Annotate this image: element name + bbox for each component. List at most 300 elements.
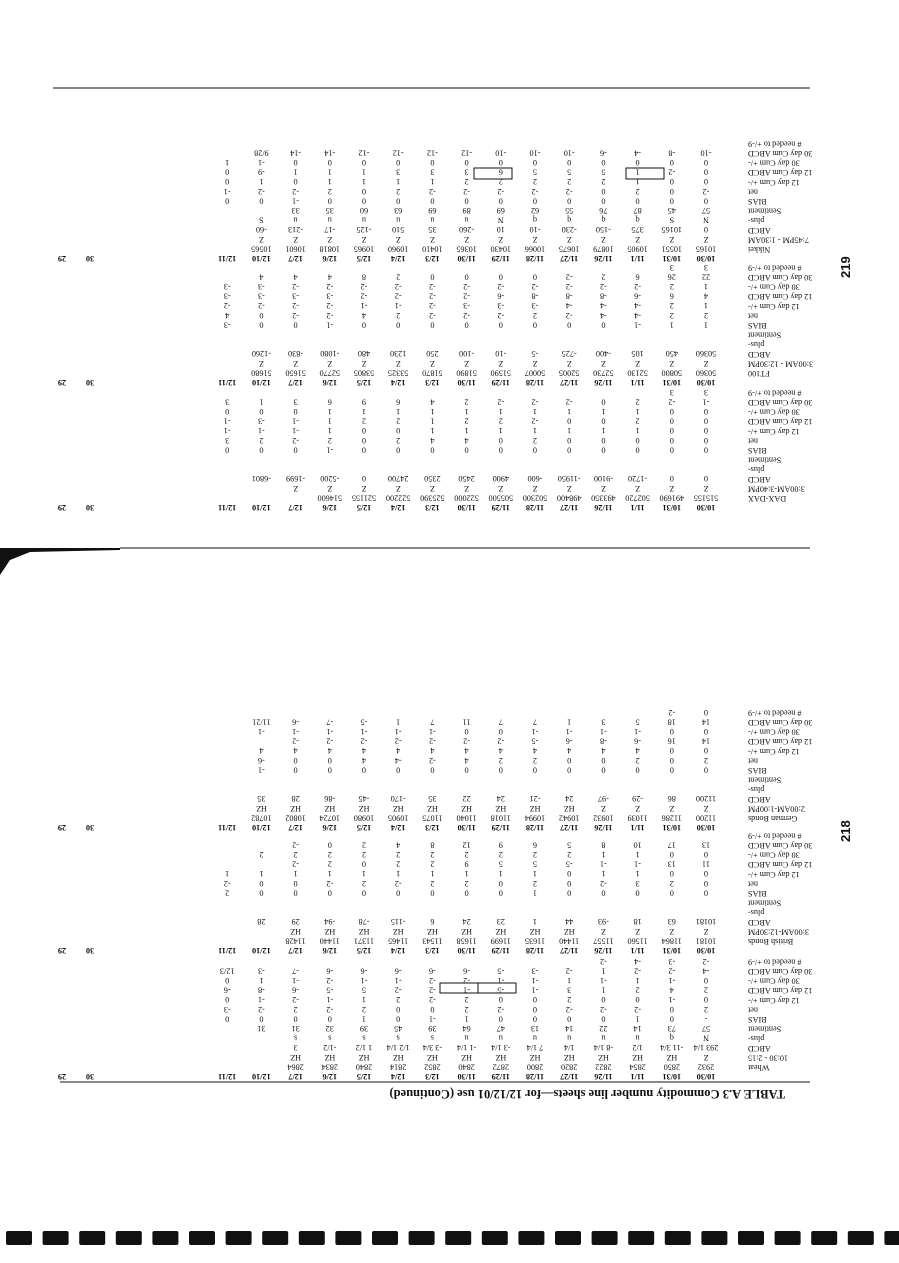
cell-cum30pm: 2 bbox=[327, 850, 332, 859]
cell-net: 1230 bbox=[390, 349, 407, 359]
date-cell: 11/27 bbox=[560, 946, 579, 955]
cell-cum12pm: -3 bbox=[497, 301, 505, 311]
row-label: German Bonds bbox=[748, 814, 798, 823]
cell-net: -17 bbox=[324, 225, 336, 235]
footer-bar bbox=[701, 1231, 727, 1245]
cell-needed: -2 bbox=[702, 956, 710, 966]
cell-bias: u bbox=[361, 215, 367, 225]
footer-bar bbox=[335, 1231, 361, 1245]
row-label: 3:00AM - 12:30PM bbox=[748, 359, 814, 369]
footer-bar bbox=[775, 1231, 801, 1245]
cell-code: Z bbox=[464, 483, 470, 493]
cell-net: -8 1/4 bbox=[593, 1043, 614, 1053]
cell-cum12abcd: -2 bbox=[394, 736, 402, 746]
cell-sentiment: 31 bbox=[291, 1024, 300, 1033]
date-cell: 12/3 bbox=[425, 503, 440, 512]
cell-cum12pm: 2 bbox=[601, 177, 606, 187]
cell-cum30pm: 0 bbox=[464, 158, 469, 167]
cell-needed: 0 bbox=[703, 707, 709, 717]
cell-cum30pm: 2 bbox=[669, 282, 674, 291]
page-curl-shadow bbox=[0, 548, 120, 575]
cell-abcd: 0 bbox=[669, 435, 674, 445]
cell-net: 0 bbox=[703, 225, 709, 235]
footer-bar bbox=[738, 1231, 764, 1245]
row-label: 30 day Cum +/- bbox=[748, 727, 800, 737]
cell-sentiment: 76 bbox=[599, 206, 608, 215]
cell-abcd: 4 bbox=[225, 310, 230, 320]
cell-cum12abcd: -1 bbox=[292, 416, 300, 426]
cell-cum30abcd: -10 bbox=[529, 148, 541, 158]
cell-cum12pm: 4 bbox=[293, 746, 298, 756]
cell-cum30pm: 1 bbox=[601, 407, 606, 416]
cell-abcd: 2 bbox=[635, 186, 640, 196]
cell-code: Z bbox=[703, 926, 709, 936]
row-label: net bbox=[748, 879, 759, 889]
date-cell: 30 bbox=[85, 254, 95, 263]
cell-price: 2834 bbox=[321, 1062, 338, 1072]
cell-cum12pm: 0 bbox=[703, 995, 709, 1005]
cell-price: 51590 bbox=[490, 368, 512, 378]
cell-cum30abcd: 8 bbox=[430, 840, 435, 850]
cell-cum12abcd: 2 bbox=[361, 416, 367, 426]
cell-code: Z bbox=[669, 483, 675, 493]
cell-cum12abcd: 5 bbox=[601, 167, 606, 177]
cell-abcd: 0 bbox=[601, 755, 606, 765]
row-label: net bbox=[748, 311, 759, 321]
cell-cum12pm: 2 bbox=[567, 995, 572, 1005]
cell-cum12pm: 1 bbox=[532, 869, 538, 879]
cell-cum12abcd: 6 bbox=[498, 167, 503, 177]
date-cell: 12/11 bbox=[218, 503, 237, 512]
row-label: # needed to +/-9 bbox=[748, 263, 802, 273]
cell-net: -11 3/4 bbox=[660, 1043, 684, 1053]
cell-sentiment: 57 bbox=[701, 206, 711, 215]
cell-plus: 0 bbox=[225, 196, 230, 206]
cell-abcd: 4 bbox=[464, 755, 469, 765]
cell-cum30abcd: 4 bbox=[293, 272, 298, 282]
cell-bias: S bbox=[669, 215, 675, 225]
cell-code: HZ bbox=[392, 803, 404, 813]
cell-net: 35 bbox=[257, 794, 266, 804]
cell-net: 1 bbox=[532, 917, 538, 927]
row-label: Sentiment bbox=[748, 898, 782, 908]
date-cell: 11/27 bbox=[560, 503, 579, 512]
cell-plus: 0 bbox=[532, 196, 538, 206]
cell-net: -725 bbox=[561, 349, 577, 359]
cell-bias: s bbox=[396, 1033, 400, 1043]
cell-code: Z bbox=[395, 483, 401, 493]
cell-price: 2840 bbox=[355, 1062, 373, 1072]
cell-plus: -1 bbox=[428, 1014, 436, 1024]
date-cell: 11/29 bbox=[491, 378, 510, 387]
row-label: BIAS bbox=[748, 1015, 767, 1024]
cell-net: -45 bbox=[358, 794, 370, 804]
cell-net: 86 bbox=[667, 794, 676, 804]
cell-price: 491690 bbox=[659, 493, 685, 503]
date-cell: 12/4 bbox=[390, 823, 406, 832]
row-label: Wheat bbox=[748, 1063, 770, 1072]
cell-cum12abcd: 2 bbox=[327, 859, 332, 869]
cell-cum30pm: 1 bbox=[532, 407, 538, 416]
cell-sentiment: 31 bbox=[257, 1024, 266, 1033]
cell-plus: 0 bbox=[259, 320, 264, 330]
cell-cum12pm: 1 bbox=[601, 869, 606, 879]
cell-cum30pm: 0 bbox=[225, 976, 230, 985]
cell-price: 502720 bbox=[625, 493, 650, 503]
cell-cum12pm: 1 bbox=[259, 177, 264, 187]
cell-abcd: -2 bbox=[257, 186, 265, 196]
row-label: 12 day Cum ABCD bbox=[748, 292, 813, 302]
cell-cum30abcd: 6 bbox=[396, 397, 401, 407]
cell-cum12pm: 1 bbox=[430, 426, 435, 436]
cell-abcd: 0 bbox=[669, 755, 674, 765]
cell-cum12pm: -1 bbox=[257, 995, 265, 1005]
cell-cum12pm: 1 bbox=[396, 869, 401, 879]
footer-registration-bars bbox=[6, 1231, 899, 1245]
cell-abcd: -2 bbox=[292, 186, 300, 196]
cell-bias: u bbox=[532, 1033, 538, 1043]
footer-bar bbox=[665, 1231, 691, 1245]
cell-cum12pm: 1 bbox=[635, 426, 640, 436]
cell-cum30pm: -1 bbox=[257, 158, 265, 167]
cell-bias: u bbox=[601, 1033, 606, 1043]
cell-cum12pm: 0 bbox=[703, 746, 709, 756]
cell-cum12abcd: -2 bbox=[292, 859, 300, 869]
row-label: plus- bbox=[748, 216, 765, 226]
cell-price: 10802 bbox=[285, 813, 306, 823]
cell-abcd: 2 bbox=[396, 186, 401, 196]
cell-cum30abcd: 0 bbox=[464, 272, 469, 282]
cell-abcd: 2 bbox=[703, 310, 709, 320]
cell-needed: 3 bbox=[703, 387, 709, 397]
commodity-table bbox=[58, 139, 813, 1081]
cell-plus: 0 bbox=[259, 1014, 264, 1024]
cell-cum12pm: 2 bbox=[669, 301, 674, 311]
cell-cum12pm: 2 bbox=[567, 177, 572, 187]
cell-cum12pm: -2 bbox=[428, 301, 436, 311]
date-cell: 12/3 bbox=[425, 1072, 440, 1081]
cell-price: 10942 bbox=[558, 813, 580, 823]
cell-sentiment: 39 bbox=[359, 1024, 369, 1033]
cell-plus: 0 bbox=[225, 1014, 230, 1024]
cell-price: 11200 bbox=[695, 813, 717, 823]
footer-bar bbox=[116, 1231, 142, 1245]
cell-cum12pm: 4 bbox=[430, 746, 435, 756]
cell-sentiment: 35 bbox=[325, 206, 334, 215]
date-cell: 12/11 bbox=[218, 823, 237, 832]
cell-plus: 0 bbox=[669, 196, 674, 206]
cell-cum30abcd: -4 bbox=[702, 966, 710, 976]
cell-cum30pm: 1 bbox=[703, 282, 709, 291]
cell-plus: 0 bbox=[703, 445, 709, 455]
cell-plus: 1 bbox=[635, 1014, 640, 1024]
cell-code: Z bbox=[600, 483, 606, 493]
footer-bar bbox=[445, 1231, 471, 1245]
row-label: 30 day Cum +/- bbox=[748, 158, 800, 168]
date-cell: 12/7 bbox=[288, 1072, 303, 1081]
cell-price: 11699 bbox=[490, 936, 511, 946]
cell-needed: 3 bbox=[669, 262, 674, 272]
cell-cum30pm: 0 bbox=[669, 407, 674, 416]
row-label: BIAS bbox=[748, 197, 767, 206]
row-label: net bbox=[748, 1005, 759, 1015]
cell-net: 10 bbox=[496, 225, 505, 235]
cell-price: 50800 bbox=[661, 368, 683, 378]
cell-code: HZ bbox=[597, 1052, 609, 1062]
cell-code: Z bbox=[669, 803, 675, 813]
cell-cum30pm: 0 bbox=[327, 158, 332, 167]
date-cell: 30 bbox=[85, 946, 95, 955]
cell-code: Z bbox=[635, 926, 641, 936]
cell-plus: 0 bbox=[601, 445, 606, 455]
date-cell: 11/29 bbox=[491, 254, 510, 263]
cell-cum12abcd: 2 bbox=[635, 985, 640, 995]
row-label: 3:00AM-3:40PM bbox=[748, 484, 805, 494]
cell-code: Z bbox=[566, 483, 572, 493]
cell-cum30abcd: 7 bbox=[430, 717, 435, 727]
cell-cum12abcd: 5 bbox=[498, 859, 503, 869]
cell-code: Z bbox=[293, 483, 299, 493]
cell-cum12pm: 1 bbox=[498, 426, 503, 436]
cell-code: Z bbox=[429, 358, 435, 368]
cell-cum12pm: 1 bbox=[703, 301, 709, 311]
cell-cum12pm: -2 bbox=[292, 301, 300, 311]
cell-price: 2864 bbox=[287, 1062, 304, 1072]
block-german_bonds bbox=[58, 708, 812, 832]
footer-bar bbox=[592, 1231, 618, 1245]
cell-cum12abcd: 5 bbox=[567, 167, 572, 177]
cell-bias: S bbox=[259, 215, 264, 225]
cell-cum30pm: 1 bbox=[567, 976, 572, 985]
date-cell: 12/10 bbox=[252, 823, 271, 832]
footer-bar bbox=[189, 1231, 215, 1245]
cell-net: -97 bbox=[597, 794, 609, 804]
cell-cum12abcd: -2 bbox=[428, 291, 436, 301]
cell-cum12abcd: 2 bbox=[430, 859, 435, 869]
cell-abcd: 0 bbox=[567, 755, 572, 765]
cell-plus: 1 bbox=[361, 1014, 367, 1024]
date-cell: 12/10 bbox=[252, 946, 271, 955]
cell-abcd: -2 bbox=[565, 1004, 573, 1014]
cell-abcd: -2 bbox=[565, 186, 573, 196]
date-cell: 11/29 bbox=[491, 503, 510, 512]
cell-abcd: -2 bbox=[326, 1004, 334, 1014]
cell-net: -3 3/4 bbox=[422, 1043, 443, 1053]
row-label: 30 day Cum +/- bbox=[748, 850, 800, 860]
date-cell: 12/7 bbox=[288, 823, 303, 832]
cell-net: 1 1/2 bbox=[355, 1043, 373, 1053]
date-cell: 11/29 bbox=[491, 1072, 510, 1081]
cell-cum30pm: 0 bbox=[703, 727, 709, 736]
cell-abcd: 4 bbox=[430, 435, 435, 445]
cell-bias: u bbox=[464, 215, 469, 225]
cell-code: Z bbox=[703, 483, 709, 493]
date-cell: 29 bbox=[57, 503, 67, 512]
cell-plus: 0 bbox=[396, 320, 401, 330]
cell-net: 24 bbox=[462, 917, 471, 927]
cell-cum30pm: -1 bbox=[599, 727, 607, 736]
cell-cum30abcd: 6 bbox=[635, 272, 640, 282]
date-cell: 10/30 bbox=[696, 503, 716, 512]
date-cell: 11/30 bbox=[457, 1072, 476, 1081]
cell-bias: s bbox=[328, 1033, 332, 1043]
cell-plus: 0 bbox=[567, 765, 572, 775]
cell-code: Z bbox=[464, 234, 470, 244]
cell-code: Z bbox=[395, 358, 401, 368]
cell-net: 2350 bbox=[424, 474, 441, 484]
cell-cum30pm: 0 bbox=[635, 158, 640, 167]
cell-abcd: 0 bbox=[635, 435, 640, 445]
cell-abcd: -2 bbox=[394, 878, 402, 888]
cell-cum30abcd: -6 bbox=[326, 966, 334, 976]
cell-abcd: 2 bbox=[703, 1004, 709, 1014]
cell-net: -260 bbox=[459, 225, 475, 235]
cell-cum30pm: 1 bbox=[498, 407, 503, 416]
date-cell: 12/11 bbox=[218, 378, 237, 387]
highlight-box bbox=[626, 168, 664, 179]
cell-abcd: 2 bbox=[327, 186, 332, 196]
cell-price: 10181 bbox=[695, 936, 717, 946]
date-cell: 12/5 bbox=[356, 1072, 372, 1081]
date-cell: 12/10 bbox=[252, 503, 271, 512]
cell-abcd: 0 bbox=[259, 310, 264, 320]
cell-price: 11440 bbox=[319, 936, 340, 946]
cell-cum30pm: 0 bbox=[532, 158, 538, 167]
cell-code: Z bbox=[635, 483, 641, 493]
date-cell: 11/27 bbox=[560, 378, 579, 387]
row-label: 7:45PM - 1:30AM bbox=[748, 235, 809, 245]
cell-abcd: 0 bbox=[532, 1004, 538, 1014]
cell-cum30abcd: -12 bbox=[392, 148, 404, 158]
date-cell: 11/28 bbox=[525, 946, 545, 955]
cell-cum30pm: 1 bbox=[396, 407, 401, 416]
date-cell: 12/5 bbox=[356, 823, 372, 832]
row-label: Sentiment bbox=[748, 330, 782, 340]
cell-cum12abcd: 3 bbox=[464, 167, 469, 177]
cell-cum30pm: -2 bbox=[463, 976, 471, 985]
cell-cum12pm: 1 bbox=[464, 426, 469, 436]
cell-price: 10818 bbox=[319, 244, 341, 254]
cell-net: 11200 bbox=[695, 794, 717, 804]
cell-plus: 0 bbox=[635, 888, 640, 898]
cell-cum12abcd: -2 bbox=[360, 291, 368, 301]
cell-cum30abcd: -2 bbox=[668, 966, 676, 976]
cell-cum12abcd: -2 bbox=[428, 985, 436, 995]
cell-net: -400 bbox=[595, 349, 611, 359]
cell-cum12pm: -2 bbox=[292, 995, 300, 1005]
cell-price: 525390 bbox=[420, 493, 445, 503]
cell-sentiment: 45 bbox=[394, 1024, 403, 1033]
cell-bias: u bbox=[567, 1033, 572, 1043]
cell-cum30pm: -2 bbox=[326, 282, 334, 291]
cell-abcd: 2 bbox=[635, 755, 640, 765]
cell-cum30pm: -3 bbox=[223, 282, 231, 291]
cell-cum30abcd: 14 bbox=[701, 717, 711, 727]
cell-plus: 1 bbox=[532, 888, 538, 898]
cell-cum12abcd: 4 bbox=[669, 985, 674, 995]
cell-cum30pm: 0 bbox=[601, 158, 606, 167]
cell-cum12abcd: -2 bbox=[463, 736, 471, 746]
cell-price: 11543 bbox=[422, 936, 443, 946]
cell-abcd: -2 bbox=[292, 435, 300, 445]
cell-cum12abcd: -2 bbox=[531, 416, 539, 426]
cell-cum12abcd: -5 bbox=[326, 985, 334, 995]
cell-cum12abcd: -1 bbox=[634, 859, 642, 869]
cell-plus: 0 bbox=[464, 445, 469, 455]
cell-cum30pm: -1 bbox=[360, 727, 368, 736]
cell-bias: q bbox=[532, 215, 538, 225]
date-cell: 12/4 bbox=[390, 946, 406, 955]
cell-net: -125 bbox=[356, 225, 372, 235]
date-cell: 30 bbox=[85, 1072, 95, 1081]
footer-bar bbox=[226, 1231, 252, 1245]
cell-plus: 0 bbox=[293, 765, 298, 775]
cell-plus: 0 bbox=[259, 445, 264, 455]
cell-abcd: -4 bbox=[634, 310, 642, 320]
cell-code: Z bbox=[327, 483, 333, 493]
cell-cum12abcd: -2 bbox=[394, 291, 402, 301]
date-cell: 11/1 bbox=[630, 823, 645, 832]
cell-cum12pm: 1 bbox=[259, 869, 264, 879]
cell-cum12abcd: -1 bbox=[463, 985, 471, 995]
row-label: net bbox=[748, 756, 759, 766]
cell-plus: 1 bbox=[464, 1014, 469, 1024]
date-cell: 12/6 bbox=[322, 503, 338, 512]
date-cell: 11/28 bbox=[525, 254, 545, 263]
date-cell: 12/6 bbox=[322, 946, 338, 955]
cell-sentiment: 55 bbox=[565, 206, 574, 215]
cell-price: 11635 bbox=[524, 936, 546, 946]
cell-cum30abcd: 26 bbox=[667, 272, 676, 282]
row-label: Sentiment bbox=[748, 455, 782, 465]
cell-code: HZ bbox=[358, 803, 370, 813]
cell-cum30pm: -1 bbox=[257, 727, 265, 736]
date-cell: 12/7 bbox=[288, 378, 303, 387]
cell-code: Z bbox=[703, 234, 709, 244]
date-cell: 11/28 bbox=[525, 378, 545, 387]
cell-cum12pm: 1 bbox=[430, 869, 435, 879]
cell-price: 10965 bbox=[353, 244, 375, 254]
cell-bias: s bbox=[362, 1033, 366, 1043]
cell-code: Z bbox=[429, 483, 435, 493]
cell-abcd: 0 bbox=[703, 878, 709, 888]
cell-bias: N bbox=[703, 215, 709, 225]
cell-net: 293 1/4 bbox=[693, 1043, 719, 1053]
row-label: 30 day Cum ABCD bbox=[748, 149, 813, 158]
cell-cum30pm: 2 bbox=[430, 850, 435, 859]
cell-net: -94 bbox=[324, 917, 336, 927]
cell-price: 53325 bbox=[387, 368, 409, 378]
cell-cum30abcd: -6 bbox=[428, 966, 436, 976]
cell-cum30abcd: -6 bbox=[360, 966, 368, 976]
row-label: DAX-DAX bbox=[748, 494, 787, 503]
cell-cum30abcd: -3 bbox=[531, 966, 539, 976]
cell-cum30pm: 0 bbox=[293, 158, 298, 167]
cell-cum12pm: -1 bbox=[326, 995, 334, 1005]
cell-price: 11018 bbox=[490, 813, 511, 823]
cell-plus: 0 bbox=[430, 445, 435, 455]
cell-needed: -2 bbox=[599, 956, 607, 966]
cell-plus: 0 bbox=[601, 1014, 606, 1024]
cell-plus: -1 bbox=[257, 765, 265, 775]
date-cell: 11/1 bbox=[630, 946, 645, 955]
cell-cum30pm: 0 bbox=[498, 727, 503, 736]
cell-net: -1 1/4 bbox=[456, 1043, 477, 1053]
footer-bar bbox=[152, 1231, 178, 1245]
cell-plus: 0 bbox=[601, 196, 606, 206]
cell-cum30pm: 0 bbox=[430, 158, 435, 167]
cell-cum12abcd: -1 bbox=[599, 859, 607, 869]
